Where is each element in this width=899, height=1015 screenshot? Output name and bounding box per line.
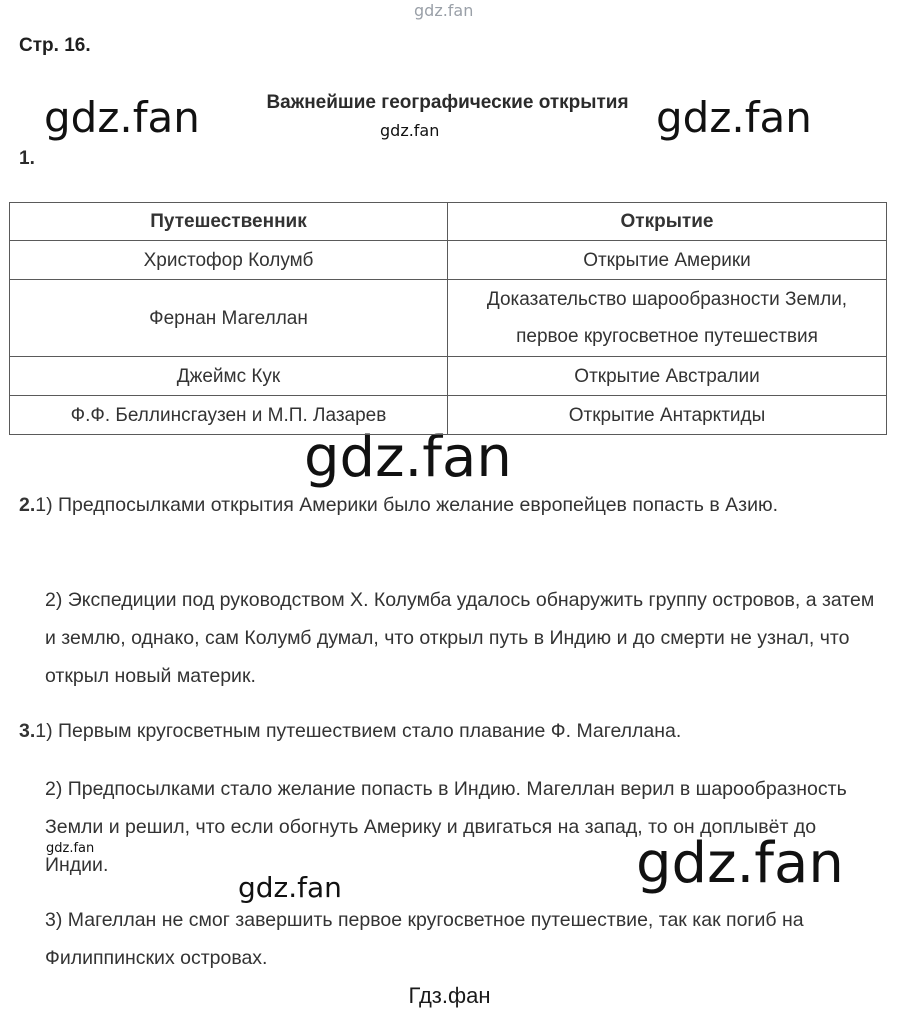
traveler-cell: Фернан Магеллан: [10, 280, 448, 357]
discovery-cell: Открытие Америки: [448, 241, 887, 280]
discovery-line: первое кругосветное путешествия: [516, 326, 818, 347]
task-2-text-1: 1) Предпосылками открытия Америки было желание европейцев попасть в Азию.: [35, 494, 779, 516]
watermark-top: gdz.fan: [414, 1, 474, 20]
watermark-left-large: gdz.fan: [44, 93, 200, 142]
watermark-tiny: gdz.fan: [46, 841, 95, 856]
table-header-row: [10, 203, 887, 241]
task-3-text-1: 1) Первым кругосветным путешествием стало плавание Ф. Магеллана.: [35, 720, 682, 742]
table-row: [10, 357, 887, 396]
traveler-cell: Ф.Ф. Беллинсгаузен и М.П. Лазарев: [10, 396, 448, 435]
table-row: [10, 241, 887, 280]
watermark-bottom-right-xl: gdz.fan: [636, 831, 844, 896]
task-3-text-3: 3) Магеллан не смог завершить первое кругосветное путешествие, так как погиб на Филиппинских островах.: [45, 909, 804, 969]
task-2-text-2: 2) Экспедиции под руководством Х. Колумба удалось обнаружить группу островов, а затем и землю, однако, сам Колумб думал, что открыл путь в Индию и до смерти не узнал, что открыл новый материк.: [45, 589, 875, 687]
header-traveler: Путешественник: [10, 203, 448, 241]
watermark-right-large: gdz.fan: [656, 93, 812, 142]
task-1-label: 1.: [19, 148, 35, 169]
traveler-cell: Христофор Колумб: [10, 241, 448, 280]
watermark-title-small: gdz.fan: [380, 121, 440, 140]
page-title: Важнейшие географические открытия: [266, 92, 629, 113]
discoveries-table: [9, 202, 887, 435]
table-row: [10, 280, 887, 357]
task-2-paragraph-2: [19, 581, 879, 695]
task-2-paragraph-1: [19, 486, 879, 524]
table-row: [10, 396, 887, 435]
discovery-cell: [448, 280, 887, 357]
page-number: Стр. 16.: [19, 35, 91, 56]
header-discovery: Открытие: [448, 203, 887, 241]
watermark-medium: gdz.fan: [238, 871, 342, 904]
task-3-paragraph-1: [19, 712, 879, 750]
discovery-cell: Открытие Антарктиды: [448, 396, 887, 435]
watermark-center-xl: gdz.fan: [304, 425, 512, 490]
task-2-number: 2.: [19, 494, 36, 516]
traveler-cell: Джеймс Кук: [10, 357, 448, 396]
task-3-paragraph-2: [19, 770, 879, 884]
task-3-number: 3.: [19, 720, 36, 742]
task-3-text-2: 2) Предпосылками стало желание попасть в Индию. Магеллан верил в шарообразность Земли и решил, что если обогнуть Америку и двигаться на запад, то он доплывёт до Индии.: [45, 778, 847, 876]
task-3-paragraph-3: [19, 901, 879, 977]
discovery-cell: Открытие Австралии: [448, 357, 887, 396]
footer-watermark: Гдз.фан: [408, 983, 491, 1008]
discovery-line: Доказательство шарообразности Земли,: [486, 289, 848, 310]
